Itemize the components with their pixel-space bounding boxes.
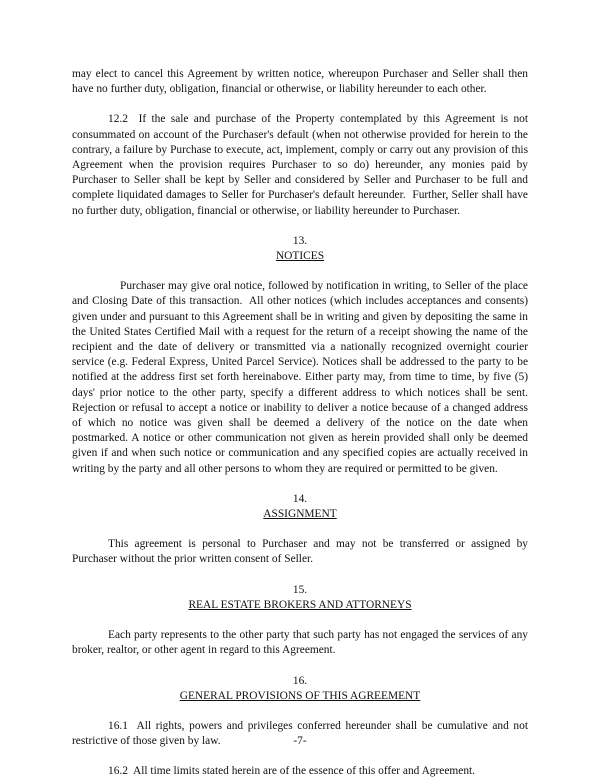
section-number: 15. [292,583,308,596]
section-number: 14. [292,492,308,505]
section-16-heading [72,674,528,704]
paragraph-13: Purchaser may give oral notice, followed by notification in writing, to Seller of the place and Closing Date of this transaction. All other notices (which includes acceptances and consents) given under and pursuant to this Agreement shall be in writing and given by depositing the same in the United States Certified Mail with a request for the return of a receipt showing the name of the recipient and the date of delivery or transmitted via a nationally recognized overnight courier service (e.g. Federal Express, United Parcel Service). Notices shall be addressed to the party to be notified at the address first set forth hereinabove. Either party may, from time to time, by five (5) days' prior notice to the other party, specify a different address to which notices shall be sent. Rejection or refusal to accept a notice or inability to deliver a notice because of a changed address of which no notice was given shall be deemed a delivery of the notice on the date when postmarked. A notice or other communication not given as herein provided shall only be deemed given if and when such notice or communication and any specified copies are actually received in writing by the party and all other persons to whom they are required or permitted to be given. [72,280,528,475]
paragraph-intro: may elect to cancel this Agreement by written notice, whereupon Purchaser and Seller shall then have no further duty, obligation, financial or otherwise, or liability hereunder to each other. [72,68,528,96]
section-15-heading [72,583,528,613]
paragraph-16-2: 16.2 All time limits stated herein are of the essence of this offer and Agreement. [108,765,476,778]
section-title: REAL ESTATE BROKERS AND ATTORNEYS [188,598,412,611]
section-14-heading [72,492,528,522]
paragraph-16-1: 16.1 All rights, powers and privileges conferred hereunder shall be cumulative and not restrictive of those given by law. [72,719,528,748]
paragraph-15: Each party represents to the other party that such party has not engaged the services of any broker, realtor, or other agent in regard to this Agreement. [72,629,528,657]
section-title: GENERAL PROVISIONS OF THIS AGREEMENT [179,689,421,702]
page-number: -7- [293,735,307,747]
section-number: 13. [292,234,308,247]
section-number: 16. [292,674,308,687]
section-title: NOTICES [275,250,325,263]
paragraph-14: This agreement is personal to Purchaser and may not be transferred or assigned by Purchaser without the prior written consent of Seller. [72,538,528,566]
section-13-heading [72,234,528,264]
paragraph-12-2: 12.2 If the sale and purchase of the Property contemplated by this Agreement is not consummated on account of the Purchaser's default (when not otherwise provided for herein to the contrary, a failure by Purchase to execute, act, implement, comply or carry out any provision of this Agreement when the provision requires Purchaser to so do) hereunder, any monies paid by Purchaser to Seller shall be kept by Seller and considered by Seller and Purchaser to be full and complete liquidated damages to Seller for Purchaser's default hereunder. Further, Seller shall have no further duty, obligation, financial or otherwise, or liability hereunder to Purchaser. [72,113,528,217]
section-title: ASSIGNMENT [263,508,337,521]
